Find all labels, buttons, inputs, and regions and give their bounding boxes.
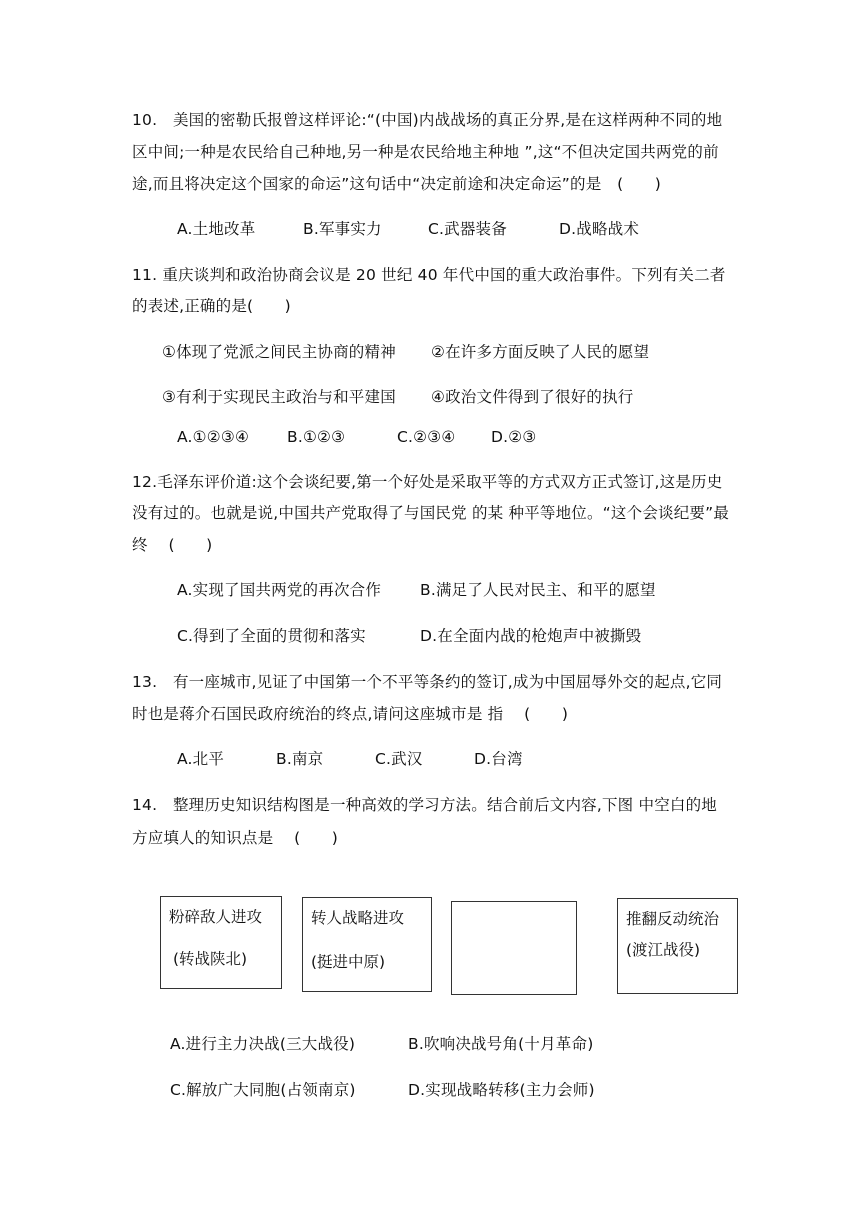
q13-option-c: C.武汉 [375, 750, 423, 768]
diagram-box-1-title: 粉碎敌人进攻 [169, 908, 263, 926]
q11-option-d: D.②③ [491, 428, 537, 446]
q11-option-c: C.②③④ [397, 428, 456, 446]
q12-stem-line-3: 终 ( ) [132, 536, 213, 554]
q14-option-c: C.解放广大同胞(占领南京) [170, 1081, 356, 1099]
q14-option-b: B.吹响决战号角(十月革命) [408, 1035, 594, 1053]
q12-option-d: D.在全面内战的枪炮声中被撕毁 [420, 627, 642, 645]
q11-statement-2: ②在许多方面反映了人民的愿望 [431, 343, 650, 361]
diagram-box-4-title: 推翻反动统治 [626, 910, 720, 928]
q13-option-b: B.南京 [276, 750, 324, 768]
q11-stem-line-2: 的表述,正确的是( ) [132, 297, 291, 315]
q10-option-c: C.武器装备 [428, 220, 507, 238]
q11-statement-4: ④政治文件得到了很好的执行 [431, 388, 634, 406]
q13-stem-line-1: 13. 有一座城市,见证了中国第一个不平等条约的签订,成为中国屈辱外交的起点,它同 [132, 673, 723, 691]
diagram-box-blank [451, 901, 577, 995]
q10-option-b: B.军事实力 [303, 220, 382, 238]
diagram-box-4 [617, 898, 738, 994]
q13-stem-line-2: 时也是蒋介石国民政府统治的终点,请问这座城市是 指 ( ) [132, 705, 569, 723]
q14-option-d: D.实现战略转移(主力会师) [408, 1081, 595, 1099]
q11-option-a: A.①②③④ [177, 428, 250, 446]
q10-stem-line-1: 10. 美国的密勒氏报曾这样评论:“(中国)内战战场的真正分界,是在这样两种不同的地 [132, 111, 723, 129]
q10-stem-line-3: 途,而且将决定这个国家的命运”这句话中“决定前途和决定命运”的是 ( ) [132, 175, 662, 193]
q11-statement-3: ③有利于实现民主政治与和平建国 [162, 388, 396, 406]
q12-option-a: A.实现了国共两党的再次合作 [177, 581, 382, 599]
diagram-box-1 [160, 896, 282, 989]
q11-option-b: B.①②③ [287, 428, 346, 446]
q12-stem-line-2: 没有过的。也就是说,中国共产党取得了与国民党 的某 种平等地位。“这个会谈纪要”最 [132, 504, 730, 522]
diagram-box-2 [302, 897, 432, 992]
q11-stem-line-1: 11. 重庆谈判和政治协商会议是 20 世纪 40 年代中国的重大政治事件。下列有关二者 [132, 266, 726, 284]
q14-option-a: A.进行主力决战(三大战役) [170, 1035, 356, 1053]
q14-stem-line-1: 14. 整理历史知识结构图是一种高效的学习方法。结合前后文内容,下图 中空白的地 [132, 796, 718, 814]
q12-option-b: B.满足了人民对民主、和平的愿望 [420, 581, 656, 599]
q10-option-a: A.土地改革 [177, 220, 256, 238]
q14-stem-line-2: 方应填人的知识点是 ( ) [132, 829, 339, 847]
q10-stem-line-2: 区中间;一种是农民给自己种地,另一种是农民给地主种地 ”,这“不但决定国共两党的前 [132, 143, 719, 161]
q11-statement-1: ①体现了党派之间民主协商的精神 [162, 343, 396, 361]
q10-option-d: D.战略战术 [559, 220, 640, 238]
q12-stem-line-1: 12.毛泽东评价道:这个会谈纪要,第一个好处是采取平等的方式双方正式签订,这是历史 [132, 473, 723, 491]
q13-option-a: A.北平 [177, 750, 225, 768]
diagram-box-4-subtitle: (渡江战役) [626, 941, 701, 959]
q12-option-c: C.得到了全面的贯彻和落实 [177, 627, 366, 645]
q13-option-d: D.台湾 [474, 750, 523, 768]
diagram-box-1-subtitle: (转战陕北) [173, 950, 248, 968]
diagram-box-2-title: 转人战略进攻 [311, 909, 405, 927]
diagram-box-2-subtitle: (挺进中原) [311, 953, 386, 971]
